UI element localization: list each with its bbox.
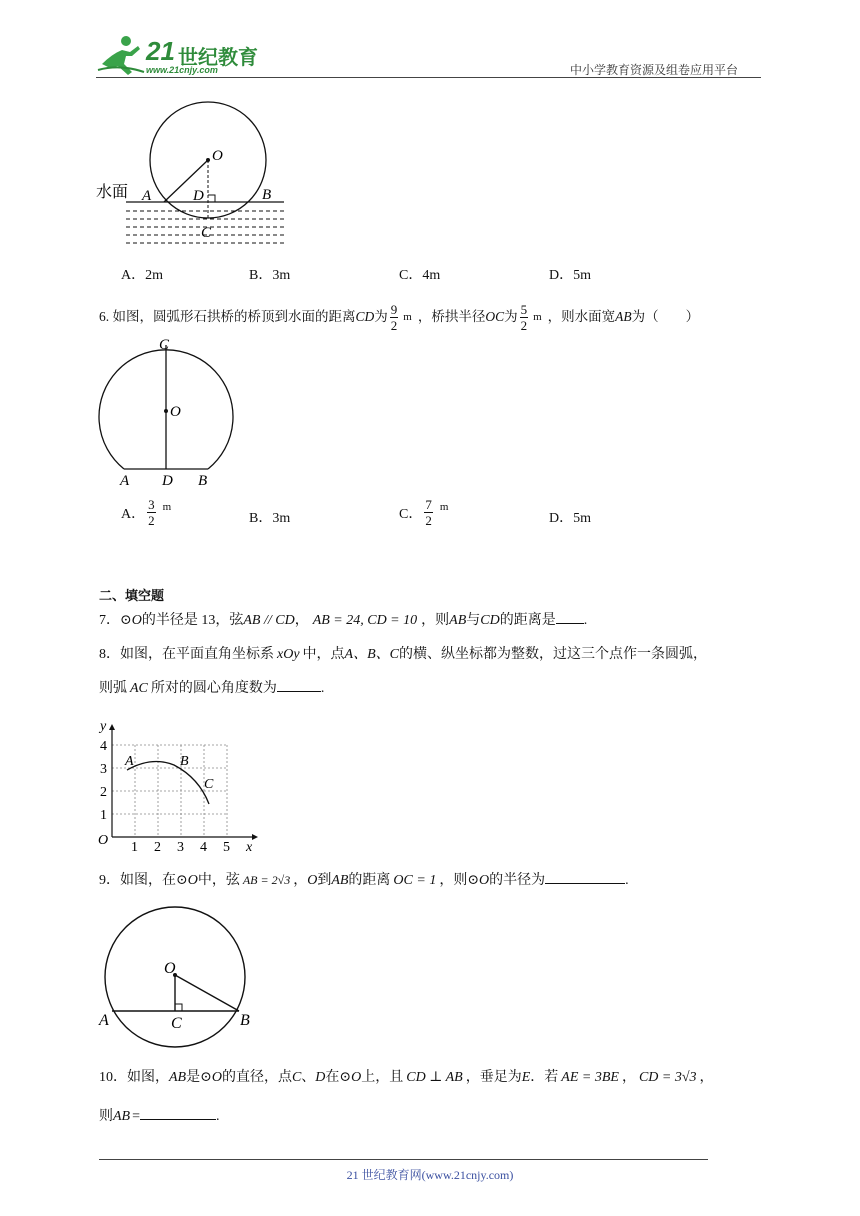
label-a: A (142, 188, 152, 204)
q8-stem-line2: 则弧 AC 所对的圆心角度数为 . (99, 681, 325, 696)
q7-answer-blank[interactable] (556, 623, 584, 624)
label-b: B (240, 1012, 250, 1029)
q6-option-a[interactable]: A． $\frac{3}{2}$ m (121, 497, 172, 528)
label-x: x (246, 840, 253, 855)
label-d: D (193, 188, 204, 204)
figure-q8 (96, 716, 266, 856)
q9-answer-blank[interactable] (545, 883, 625, 884)
label-o: O (164, 960, 176, 977)
logo-number: 21 (146, 36, 175, 66)
right-angle-mark (175, 1004, 182, 1011)
label-y: y (100, 719, 107, 734)
footer-rule (99, 1159, 708, 1160)
figure-q5 (96, 98, 296, 248)
fraction-3-2: $\frac{3}{2}$ (148, 497, 155, 528)
x-tick-3: 3 (177, 840, 184, 855)
runner-logo-icon (96, 34, 148, 78)
label-d: D (162, 473, 173, 486)
right-angle-mark (208, 195, 215, 202)
label-a: A (99, 1012, 109, 1029)
y-tick-3: 3 (100, 762, 107, 777)
figure-q9 (96, 900, 266, 1050)
q9-stem: 9．如图，在⊙O中，弦 AB = 2√3 ，O到AB的距离 OC = 1 ，则⊙O的半径为 . (99, 873, 629, 888)
header-rule (96, 77, 761, 78)
q6-option-d[interactable]: D．5m (549, 511, 591, 526)
x-tick-2: 2 (154, 840, 161, 855)
fraction-7-2: $\frac{7}{2}$ (425, 497, 432, 528)
q5-option-b[interactable]: B．3m (249, 268, 291, 283)
segment-ob (175, 975, 239, 1011)
label-a: A (120, 473, 130, 486)
label-c: C (159, 337, 170, 353)
q5-option-c[interactable]: C．4m (399, 268, 441, 283)
label-c: C (204, 777, 214, 792)
label-b: B (180, 754, 189, 769)
q8-answer-blank[interactable] (277, 691, 321, 692)
q5-option-a[interactable]: A．2m (121, 268, 163, 283)
q7-stem: 7．⊙O的半径是 13，弦AB // CD， AB = 24, CD = 10 ，则AB与CD的距离是 . (99, 613, 588, 628)
q10-answer-blank[interactable] (140, 1119, 216, 1120)
q10-stem-line2: 则AB = . (99, 1109, 220, 1124)
q6-stem: 6. 如图，圆弧形石拱桥的桥顶到水面的距离 CD 为 $\frac{9}{2}$ m ，桥拱半径 OC 为 $\frac{5}{2}$ m ，则水面宽 AB 为（ ） (99, 301, 700, 333)
q6-option-c[interactable]: C． $\frac{7}{2}$ m (399, 497, 449, 528)
label-o: O (170, 404, 181, 420)
label-origin: O (98, 833, 109, 848)
q10-stem-line1: 10．如图，AB是⊙O的直径，点C、D在⊙O上，且 CD ⊥ AB ，垂足为E．若 AE = 3BE ， CD = 3√3 ， (99, 1070, 714, 1085)
x-tick-5: 5 (223, 840, 230, 855)
y-tick-4: 4 (100, 739, 107, 754)
figure-q6 (96, 336, 246, 486)
label-c: C (171, 1015, 182, 1032)
label-b: B (198, 473, 208, 486)
y-tick-1: 1 (100, 808, 107, 823)
label-c: C (201, 225, 212, 241)
x-tick-1: 1 (131, 840, 138, 855)
fraction-5-2: $\frac{5}{2}$ (520, 301, 528, 333)
y-tick-2: 2 (100, 785, 107, 800)
q6-option-b[interactable]: B．3m (249, 511, 291, 526)
label-a: A (125, 754, 134, 769)
q5-option-d[interactable]: D．5m (549, 268, 591, 283)
header-logo (96, 34, 266, 78)
x-tick-4: 4 (200, 840, 207, 855)
label-o: O (212, 148, 223, 164)
header-right-text: 中小学教育资源及组卷应用平台 (570, 63, 739, 77)
section-title: 二、填空题 (99, 589, 165, 604)
logo-text: 世纪教育 (178, 47, 258, 69)
logo-url: www.21cnjy.com (146, 65, 218, 75)
label-b: B (262, 187, 272, 203)
fraction-9-2: $\frac{9}{2}$ (390, 301, 398, 333)
label-water: 水面 (96, 182, 129, 201)
footer-text[interactable]: 21 世纪教育网(www.21cnjy.com) (346, 1168, 514, 1182)
q8-stem-line1: 8．如图，在平面直角坐标系 xOy 中，点A、B、C的横、纵坐标都为整数，过这三个点作一条圆弧， (99, 647, 707, 662)
